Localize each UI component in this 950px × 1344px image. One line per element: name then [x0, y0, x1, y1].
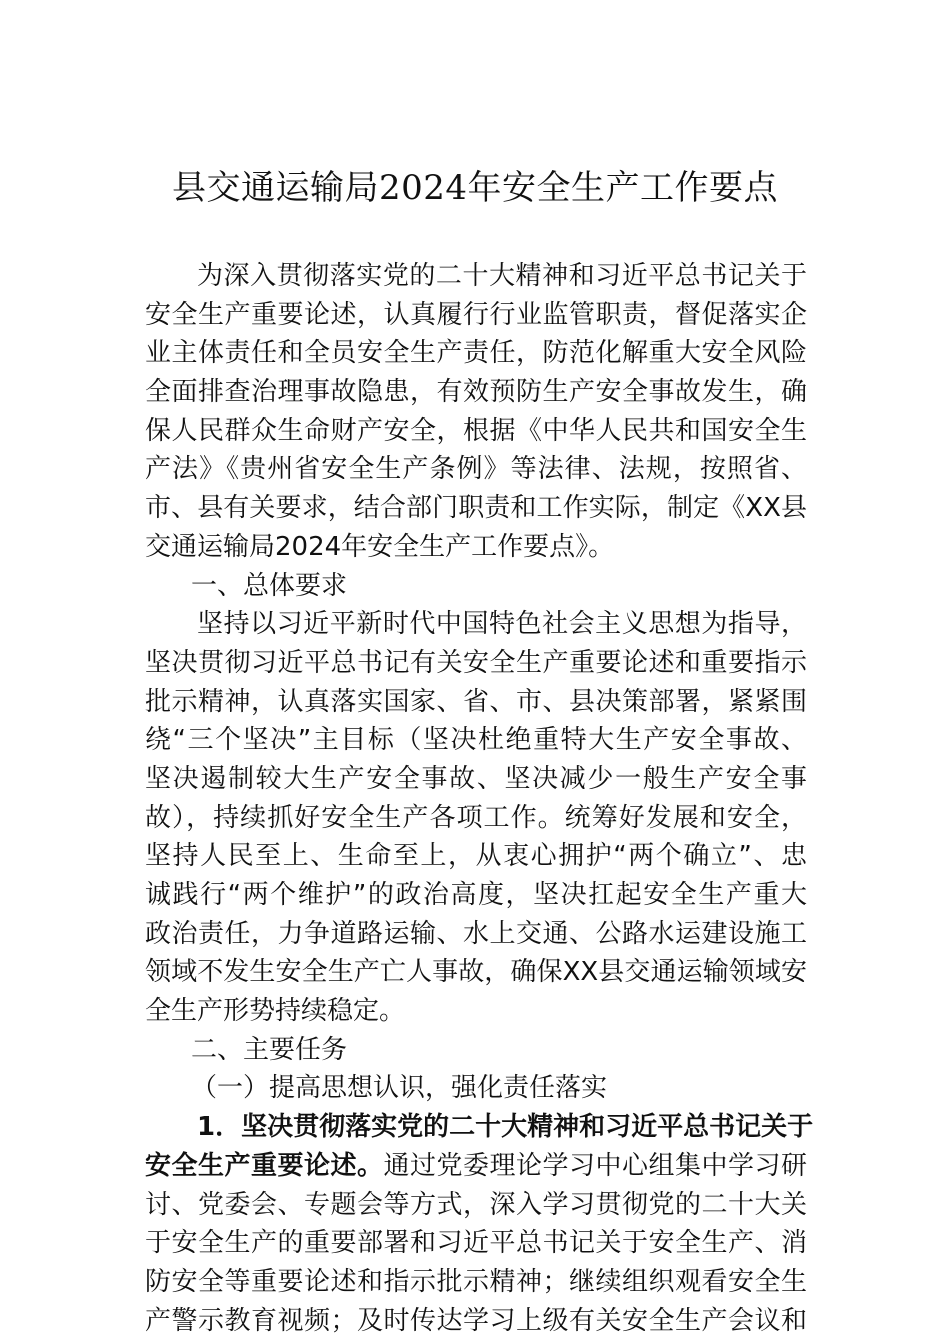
item1-line: [145, 1147, 807, 1186]
intro-line: 安全生产重要论述，认真履行行业监管职责，督促落实企: [145, 299, 807, 330]
intro-line: 保人民群众生命财产安全，根据《中华人民共和国安全生: [145, 415, 807, 446]
item1-line-rest: 通过党委理论学习中心组集中学习研: [383, 1150, 807, 1181]
subsection-heading: （一）提高思想认识，强化责任落实: [191, 1073, 608, 1104]
item1-bold-line: 1．坚决贯彻落实党的二十大精神和习近平总书记关于: [197, 1112, 814, 1143]
item1-line: 讨、党委会、专题会等方式，深入学习贯彻党的二十大关: [145, 1189, 807, 1220]
section1-line: 政治责任，力争道路运输、水上交通、公路水运建设施工: [145, 918, 807, 949]
section1-line: 批示精神，认真落实国家、省、市、县决策部署，紧紧围: [145, 686, 807, 717]
document-body: [145, 257, 814, 1340]
section1-line: 绕“三个坚决”主目标（坚决杜绝重特大生产安全事故、: [145, 725, 807, 756]
item1-line: 防安全等重要论述和指示批示精神；继续组织观看安全生: [145, 1266, 807, 1297]
section-heading-general: 一、总体要求: [191, 570, 348, 601]
item1-bold-lead: 安全生产重要论述。: [145, 1150, 384, 1181]
item1-line: 于安全生产的重要部署和习近平总书记关于安全生产、消: [145, 1228, 807, 1259]
intro-line: 产法》《贵州省安全生产条例》等法律、法规，按照省、: [145, 454, 807, 485]
document-title: 县交通运输局2024年安全生产工作要点: [171, 168, 779, 208]
intro-line: 交通运输局2024年安全生产工作要点》。: [145, 531, 615, 562]
section-heading-tasks: 二、主要任务: [191, 1034, 348, 1065]
section1-line: 坚决遏制较大生产安全事故、坚决减少一般生产安全事: [145, 763, 807, 794]
intro-line: 市、县有关要求，结合部门职责和工作实际，制定《XX县: [145, 493, 807, 524]
section1-line: 全生产形势持续稳定。: [145, 996, 406, 1027]
intro-line: 为深入贯彻落实党的二十大精神和习近平总书记关于: [197, 261, 807, 291]
section1-line: 诚践行“两个维护”的政治高度，坚决扛起安全生产重大: [145, 880, 807, 910]
section1-line: 坚持人民至上、生命至上，从衷心拥护“两个确立”、忠: [145, 841, 807, 872]
section1-line: 坚持以习近平新时代中国特色社会主义思想为指导，: [197, 609, 807, 640]
intro-line: 全面排查治理事故隐患，有效预防生产安全事故发生，确: [145, 377, 807, 408]
item1-line: 产警示教育视频；及时传达学习上级有关安全生产会议和: [145, 1305, 807, 1336]
section1-line: 领域不发生安全生产亡人事故，确保XX县交通运输领域安: [145, 957, 807, 988]
section1-line: 坚决贯彻习近平总书记有关安全生产重要论述和重要指示: [145, 647, 807, 678]
intro-line: 业主体责任和全员安全生产责任，防范化解重大安全风险: [145, 338, 807, 369]
section1-line: 故），持续抓好安全生产各项工作。统筹好发展和安全，: [145, 802, 807, 833]
